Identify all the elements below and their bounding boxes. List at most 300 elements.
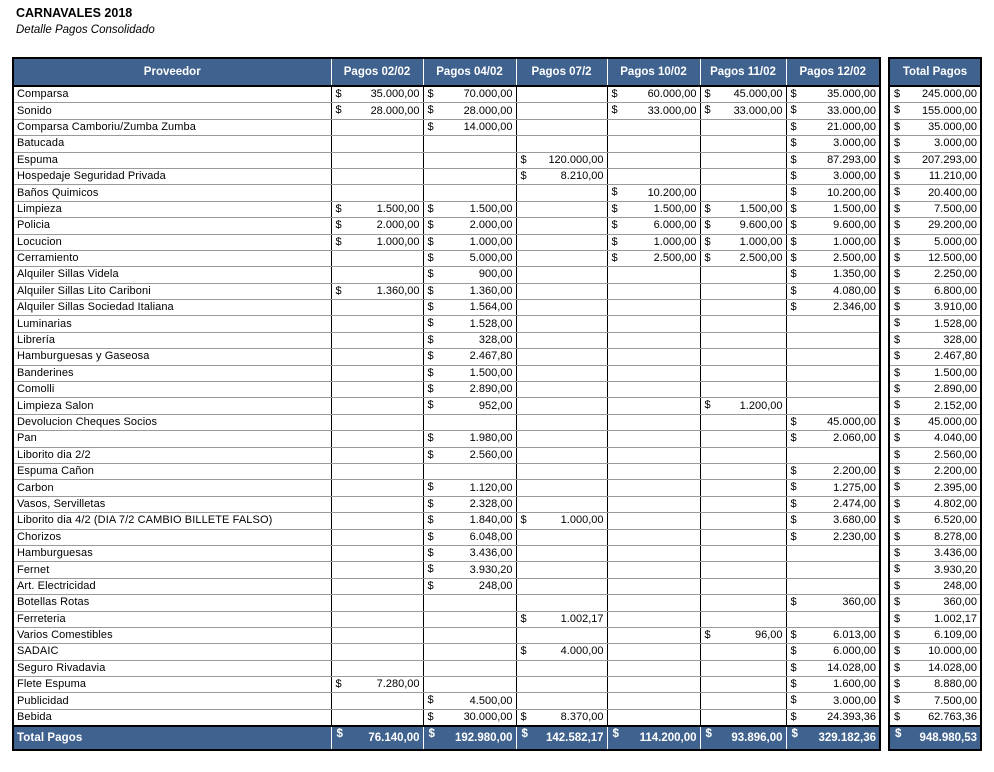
amount-cell[interactable]: $ 60.000,00 <box>607 86 700 103</box>
total-amount-cell[interactable]: $ 245.000,00 <box>889 86 981 103</box>
amount-cell[interactable] <box>516 365 607 381</box>
amount-cell[interactable] <box>700 562 786 578</box>
amount-cell[interactable] <box>423 168 516 184</box>
amount-cell[interactable] <box>331 185 423 201</box>
provider-cell[interactable]: Hamburguesas <box>13 545 331 561</box>
amount-cell[interactable]: $ 2.500,00 <box>786 250 880 266</box>
amount-cell[interactable] <box>423 627 516 643</box>
amount-cell[interactable]: $ 2.467,80 <box>423 349 516 365</box>
amount-cell[interactable]: $ 1.000,00 <box>331 234 423 250</box>
amount-cell[interactable]: $ 87.293,00 <box>786 152 880 168</box>
amount-cell[interactable]: $ 1.840,00 <box>423 513 516 529</box>
total-amount-cell[interactable]: $ 5.000,00 <box>889 234 981 250</box>
total-amount-cell[interactable]: $ 11.210,00 <box>889 168 981 184</box>
amount-cell[interactable] <box>516 529 607 545</box>
amount-cell[interactable] <box>516 693 607 709</box>
amount-cell[interactable] <box>516 627 607 643</box>
amount-cell[interactable] <box>700 709 786 726</box>
amount-cell[interactable]: $ 2.500,00 <box>607 250 700 266</box>
amount-cell[interactable] <box>700 152 786 168</box>
total-amount-cell[interactable]: $ 1.002,17 <box>889 611 981 627</box>
amount-cell[interactable] <box>516 316 607 332</box>
amount-cell[interactable] <box>700 693 786 709</box>
amount-cell[interactable]: $ 6.013,00 <box>786 627 880 643</box>
amount-cell[interactable] <box>786 365 880 381</box>
amount-cell[interactable]: $ 6.000,00 <box>607 218 700 234</box>
amount-cell[interactable] <box>331 611 423 627</box>
amount-cell[interactable] <box>607 431 700 447</box>
amount-cell[interactable] <box>786 332 880 348</box>
header-pagos-07-2[interactable]: Pagos 07/2 <box>516 58 607 86</box>
provider-cell[interactable]: Alquiler Sillas Sociedad Italiana <box>13 300 331 316</box>
amount-cell[interactable]: $ 14.000,00 <box>423 119 516 135</box>
amount-cell[interactable]: $ 10.200,00 <box>607 185 700 201</box>
amount-cell[interactable] <box>331 250 423 266</box>
amount-cell[interactable] <box>331 398 423 414</box>
amount-cell[interactable]: $ 1.500,00 <box>331 201 423 217</box>
amount-cell[interactable]: $ 1.500,00 <box>423 201 516 217</box>
amount-cell[interactable]: $ 6.000,00 <box>786 644 880 660</box>
amount-cell[interactable] <box>607 513 700 529</box>
provider-cell[interactable]: Pan <box>13 431 331 447</box>
amount-cell[interactable] <box>700 611 786 627</box>
amount-cell[interactable] <box>607 644 700 660</box>
amount-cell[interactable]: $ 3.930,20 <box>423 562 516 578</box>
amount-cell[interactable] <box>516 86 607 103</box>
amount-cell[interactable] <box>607 529 700 545</box>
total-amount-cell[interactable]: $ 3.930,20 <box>889 562 981 578</box>
amount-cell[interactable] <box>700 414 786 430</box>
amount-cell[interactable] <box>516 463 607 479</box>
amount-cell[interactable] <box>331 447 423 463</box>
amount-cell[interactable] <box>607 267 700 283</box>
amount-cell[interactable] <box>607 316 700 332</box>
amount-cell[interactable]: $ 45.000,00 <box>700 86 786 103</box>
amount-cell[interactable] <box>516 218 607 234</box>
provider-cell[interactable]: Art. Electricidad <box>13 578 331 594</box>
amount-cell[interactable]: $ 1.500,00 <box>423 365 516 381</box>
amount-cell[interactable] <box>331 414 423 430</box>
amount-cell[interactable]: $ 2.060,00 <box>786 431 880 447</box>
amount-cell[interactable] <box>700 136 786 152</box>
amount-cell[interactable] <box>700 496 786 512</box>
amount-cell[interactable]: $ 2.560,00 <box>423 447 516 463</box>
amount-cell[interactable]: $ 2.890,00 <box>423 382 516 398</box>
column-total-cell[interactable]: $ 93.896,00 <box>700 726 786 750</box>
amount-cell[interactable] <box>423 185 516 201</box>
amount-cell[interactable] <box>607 382 700 398</box>
total-amount-cell[interactable]: $ 62.763,36 <box>889 709 981 726</box>
amount-cell[interactable]: $ 900,00 <box>423 267 516 283</box>
total-amount-cell[interactable]: $ 1.500,00 <box>889 365 981 381</box>
amount-cell[interactable] <box>607 136 700 152</box>
amount-cell[interactable]: $ 33.000,00 <box>786 103 880 119</box>
amount-cell[interactable] <box>700 316 786 332</box>
amount-cell[interactable] <box>516 414 607 430</box>
amount-cell[interactable] <box>423 595 516 611</box>
amount-cell[interactable] <box>516 447 607 463</box>
total-amount-cell[interactable]: $ 6.800,00 <box>889 283 981 299</box>
total-amount-cell[interactable]: $ 12.500,00 <box>889 250 981 266</box>
amount-cell[interactable] <box>700 119 786 135</box>
amount-cell[interactable] <box>331 578 423 594</box>
amount-cell[interactable] <box>331 332 423 348</box>
amount-cell[interactable] <box>516 267 607 283</box>
amount-cell[interactable] <box>516 136 607 152</box>
amount-cell[interactable]: $ 248,00 <box>423 578 516 594</box>
amount-cell[interactable] <box>331 709 423 726</box>
amount-cell[interactable] <box>607 349 700 365</box>
total-amount-cell[interactable]: $ 45.000,00 <box>889 414 981 430</box>
provider-cell[interactable]: Banderines <box>13 365 331 381</box>
amount-cell[interactable] <box>607 627 700 643</box>
total-amount-cell[interactable]: $ 2.250,00 <box>889 267 981 283</box>
amount-cell[interactable] <box>423 644 516 660</box>
amount-cell[interactable] <box>516 562 607 578</box>
amount-cell[interactable] <box>423 152 516 168</box>
amount-cell[interactable] <box>607 709 700 726</box>
total-amount-cell[interactable]: $ 155.000,00 <box>889 103 981 119</box>
amount-cell[interactable] <box>700 185 786 201</box>
amount-cell[interactable]: $ 7.280,00 <box>331 677 423 693</box>
provider-cell[interactable]: Seguro Rivadavia <box>13 660 331 676</box>
amount-cell[interactable]: $ 2.200,00 <box>786 463 880 479</box>
amount-cell[interactable] <box>423 414 516 430</box>
amount-cell[interactable] <box>516 431 607 447</box>
amount-cell[interactable] <box>700 168 786 184</box>
amount-cell[interactable] <box>607 545 700 561</box>
amount-cell[interactable] <box>331 496 423 512</box>
amount-cell[interactable]: $ 1.120,00 <box>423 480 516 496</box>
column-total-cell[interactable]: $ 329.182,36 <box>786 726 880 750</box>
amount-cell[interactable]: $ 2.000,00 <box>423 218 516 234</box>
amount-cell[interactable] <box>331 382 423 398</box>
amount-cell[interactable]: $ 3.000,00 <box>786 136 880 152</box>
amount-cell[interactable] <box>331 431 423 447</box>
amount-cell[interactable]: $ 10.200,00 <box>786 185 880 201</box>
provider-cell[interactable]: Flete Espuma <box>13 677 331 693</box>
provider-cell[interactable]: Vasos, Servilletas <box>13 496 331 512</box>
provider-cell[interactable]: Espuma <box>13 152 331 168</box>
amount-cell[interactable] <box>331 545 423 561</box>
amount-cell[interactable]: $ 1.275,00 <box>786 480 880 496</box>
amount-cell[interactable]: $ 33.000,00 <box>607 103 700 119</box>
amount-cell[interactable]: $ 1.200,00 <box>700 398 786 414</box>
amount-cell[interactable]: $ 1.528,00 <box>423 316 516 332</box>
provider-cell[interactable]: SADAIC <box>13 644 331 660</box>
amount-cell[interactable] <box>331 119 423 135</box>
amount-cell[interactable]: $ 1.564,00 <box>423 300 516 316</box>
amount-cell[interactable] <box>607 595 700 611</box>
amount-cell[interactable]: $ 9.600,00 <box>700 218 786 234</box>
amount-cell[interactable]: $ 4.500,00 <box>423 693 516 709</box>
amount-cell[interactable] <box>607 168 700 184</box>
amount-cell[interactable] <box>607 414 700 430</box>
amount-cell[interactable] <box>331 693 423 709</box>
amount-cell[interactable] <box>331 480 423 496</box>
amount-cell[interactable] <box>516 349 607 365</box>
amount-cell[interactable] <box>786 578 880 594</box>
total-amount-cell[interactable]: $ 7.500,00 <box>889 201 981 217</box>
amount-cell[interactable] <box>516 595 607 611</box>
total-amount-cell[interactable]: $ 2.200,00 <box>889 463 981 479</box>
amount-cell[interactable] <box>700 349 786 365</box>
provider-cell[interactable]: Ferreteria <box>13 611 331 627</box>
amount-cell[interactable] <box>607 447 700 463</box>
amount-cell[interactable] <box>700 332 786 348</box>
amount-cell[interactable] <box>607 300 700 316</box>
provider-cell[interactable]: Alquiler Sillas Lito Cariboni <box>13 283 331 299</box>
amount-cell[interactable] <box>516 234 607 250</box>
amount-cell[interactable] <box>607 332 700 348</box>
amount-cell[interactable]: $ 952,00 <box>423 398 516 414</box>
amount-cell[interactable] <box>786 382 880 398</box>
total-amount-cell[interactable]: $ 4.040,00 <box>889 431 981 447</box>
provider-cell[interactable]: Librería <box>13 332 331 348</box>
amount-cell[interactable] <box>516 201 607 217</box>
amount-cell[interactable] <box>786 316 880 332</box>
amount-cell[interactable] <box>607 660 700 676</box>
amount-cell[interactable] <box>331 627 423 643</box>
total-amount-cell[interactable]: $ 8.880,00 <box>889 677 981 693</box>
amount-cell[interactable]: $ 4.080,00 <box>786 283 880 299</box>
total-amount-cell[interactable]: $ 2.467,80 <box>889 349 981 365</box>
total-amount-cell[interactable]: $ 10.000,00 <box>889 644 981 660</box>
amount-cell[interactable] <box>423 677 516 693</box>
provider-cell[interactable]: Luminarias <box>13 316 331 332</box>
amount-cell[interactable] <box>607 119 700 135</box>
total-amount-cell[interactable]: $ 3.436,00 <box>889 545 981 561</box>
amount-cell[interactable]: $ 4.000,00 <box>516 644 607 660</box>
amount-cell[interactable] <box>331 267 423 283</box>
amount-cell[interactable] <box>516 480 607 496</box>
amount-cell[interactable]: $ 28.000,00 <box>331 103 423 119</box>
amount-cell[interactable] <box>516 398 607 414</box>
provider-cell[interactable]: Varios Comestibles <box>13 627 331 643</box>
provider-cell[interactable]: Comparsa Camboriu/Zumba Zumba <box>13 119 331 135</box>
amount-cell[interactable] <box>700 545 786 561</box>
provider-cell[interactable]: Publicidad <box>13 693 331 709</box>
column-total-cell[interactable]: $ 142.582,17 <box>516 726 607 750</box>
total-amount-cell[interactable]: $ 29.200,00 <box>889 218 981 234</box>
amount-cell[interactable] <box>516 660 607 676</box>
provider-cell[interactable]: Chorizos <box>13 529 331 545</box>
total-amount-cell[interactable]: $ 3.910,00 <box>889 300 981 316</box>
grand-total-cell[interactable]: $ 948.980,53 <box>889 726 981 750</box>
total-amount-cell[interactable]: $ 2.152,00 <box>889 398 981 414</box>
column-total-cell[interactable]: $ 192.980,00 <box>423 726 516 750</box>
amount-cell[interactable] <box>516 382 607 398</box>
amount-cell[interactable]: $ 2.474,00 <box>786 496 880 512</box>
amount-cell[interactable]: $ 1.500,00 <box>700 201 786 217</box>
amount-cell[interactable] <box>516 545 607 561</box>
amount-cell[interactable]: $ 8.210,00 <box>516 168 607 184</box>
total-amount-cell[interactable]: $ 2.395,00 <box>889 480 981 496</box>
total-amount-cell[interactable]: $ 35.000,00 <box>889 119 981 135</box>
amount-cell[interactable] <box>700 480 786 496</box>
amount-cell[interactable] <box>607 578 700 594</box>
amount-cell[interactable] <box>607 283 700 299</box>
provider-cell[interactable]: Comparsa <box>13 86 331 103</box>
amount-cell[interactable] <box>331 644 423 660</box>
amount-cell[interactable]: $ 28.000,00 <box>423 103 516 119</box>
amount-cell[interactable]: $ 1.000,00 <box>516 513 607 529</box>
amount-cell[interactable] <box>700 578 786 594</box>
amount-cell[interactable] <box>607 398 700 414</box>
amount-cell[interactable] <box>607 152 700 168</box>
amount-cell[interactable] <box>786 562 880 578</box>
total-amount-cell[interactable]: $ 207.293,00 <box>889 152 981 168</box>
amount-cell[interactable]: $ 35.000,00 <box>786 86 880 103</box>
provider-cell[interactable]: Limpieza <box>13 201 331 217</box>
amount-cell[interactable] <box>331 300 423 316</box>
amount-cell[interactable]: $ 6.048,00 <box>423 529 516 545</box>
amount-cell[interactable]: $ 1.000,00 <box>423 234 516 250</box>
amount-cell[interactable] <box>700 644 786 660</box>
header-total-pagos[interactable]: Total Pagos <box>889 58 981 86</box>
amount-cell[interactable] <box>607 677 700 693</box>
provider-cell[interactable]: Fernet <box>13 562 331 578</box>
header-pagos-10-02[interactable]: Pagos 10/02 <box>607 58 700 86</box>
header-pagos-11-02[interactable]: Pagos 11/02 <box>700 58 786 86</box>
amount-cell[interactable] <box>516 677 607 693</box>
amount-cell[interactable]: $ 2.346,00 <box>786 300 880 316</box>
total-amount-cell[interactable]: $ 1.528,00 <box>889 316 981 332</box>
amount-cell[interactable] <box>516 185 607 201</box>
amount-cell[interactable]: $ 360,00 <box>786 595 880 611</box>
header-pagos-02-02[interactable]: Pagos 02/02 <box>331 58 423 86</box>
provider-cell[interactable]: Hamburguesas y Gaseosa <box>13 349 331 365</box>
amount-cell[interactable]: $ 2.000,00 <box>331 218 423 234</box>
amount-cell[interactable] <box>331 136 423 152</box>
amount-cell[interactable]: $ 5.000,00 <box>423 250 516 266</box>
amount-cell[interactable]: $ 2.500,00 <box>700 250 786 266</box>
amount-cell[interactable] <box>516 496 607 512</box>
amount-cell[interactable]: $ 14.028,00 <box>786 660 880 676</box>
amount-cell[interactable] <box>331 513 423 529</box>
amount-cell[interactable] <box>331 168 423 184</box>
amount-cell[interactable] <box>607 496 700 512</box>
amount-cell[interactable]: $ 3.000,00 <box>786 693 880 709</box>
provider-cell[interactable]: Hospedaje Seguridad Privada <box>13 168 331 184</box>
amount-cell[interactable]: $ 9.600,00 <box>786 218 880 234</box>
amount-cell[interactable] <box>700 382 786 398</box>
amount-cell[interactable] <box>607 611 700 627</box>
amount-cell[interactable] <box>331 660 423 676</box>
amount-cell[interactable] <box>516 578 607 594</box>
amount-cell[interactable] <box>786 611 880 627</box>
amount-cell[interactable]: $ 1.360,00 <box>331 283 423 299</box>
total-amount-cell[interactable]: $ 2.560,00 <box>889 447 981 463</box>
amount-cell[interactable] <box>516 300 607 316</box>
amount-cell[interactable]: $ 2.328,00 <box>423 496 516 512</box>
amount-cell[interactable] <box>516 332 607 348</box>
amount-cell[interactable] <box>607 693 700 709</box>
amount-cell[interactable] <box>786 398 880 414</box>
amount-cell[interactable] <box>331 463 423 479</box>
amount-cell[interactable]: $ 1.000,00 <box>786 234 880 250</box>
amount-cell[interactable] <box>516 103 607 119</box>
amount-cell[interactable] <box>516 283 607 299</box>
total-amount-cell[interactable]: $ 2.890,00 <box>889 382 981 398</box>
provider-cell[interactable]: Liborito dia 4/2 (DIA 7/2 CAMBIO BILLETE FALSO) <box>13 513 331 529</box>
total-amount-cell[interactable]: $ 6.520,00 <box>889 513 981 529</box>
amount-cell[interactable]: $ 21.000,00 <box>786 119 880 135</box>
amount-cell[interactable] <box>331 152 423 168</box>
amount-cell[interactable] <box>700 529 786 545</box>
amount-cell[interactable]: $ 120.000,00 <box>516 152 607 168</box>
amount-cell[interactable] <box>331 562 423 578</box>
provider-cell[interactable]: Comolli <box>13 382 331 398</box>
amount-cell[interactable]: $ 1.600,00 <box>786 677 880 693</box>
amount-cell[interactable] <box>607 562 700 578</box>
amount-cell[interactable]: $ 70.000,00 <box>423 86 516 103</box>
total-amount-cell[interactable]: $ 4.802,00 <box>889 496 981 512</box>
amount-cell[interactable] <box>700 431 786 447</box>
amount-cell[interactable] <box>700 463 786 479</box>
amount-cell[interactable]: $ 3.680,00 <box>786 513 880 529</box>
provider-cell[interactable]: Limpieza Salon <box>13 398 331 414</box>
amount-cell[interactable] <box>331 349 423 365</box>
header-proveedor[interactable]: Proveedor <box>13 58 331 86</box>
amount-cell[interactable] <box>331 365 423 381</box>
provider-cell[interactable]: Espuma Cañon <box>13 463 331 479</box>
amount-cell[interactable]: $ 3.436,00 <box>423 545 516 561</box>
amount-cell[interactable]: $ 35.000,00 <box>331 86 423 103</box>
total-amount-cell[interactable]: $ 8.278,00 <box>889 529 981 545</box>
provider-cell[interactable]: Liborito dia 2/2 <box>13 447 331 463</box>
provider-cell[interactable]: Cerramiento <box>13 250 331 266</box>
provider-cell[interactable]: Baños Quimicos <box>13 185 331 201</box>
amount-cell[interactable]: $ 33.000,00 <box>700 103 786 119</box>
total-amount-cell[interactable]: $ 360,00 <box>889 595 981 611</box>
amount-cell[interactable] <box>786 349 880 365</box>
amount-cell[interactable] <box>700 513 786 529</box>
amount-cell[interactable] <box>516 119 607 135</box>
amount-cell[interactable] <box>423 611 516 627</box>
amount-cell[interactable] <box>700 447 786 463</box>
amount-cell[interactable] <box>423 463 516 479</box>
total-amount-cell[interactable]: $ 248,00 <box>889 578 981 594</box>
amount-cell[interactable] <box>423 660 516 676</box>
provider-cell[interactable]: Carbon <box>13 480 331 496</box>
amount-cell[interactable] <box>516 250 607 266</box>
amount-cell[interactable] <box>700 365 786 381</box>
total-amount-cell[interactable]: $ 20.400,00 <box>889 185 981 201</box>
amount-cell[interactable] <box>700 283 786 299</box>
total-amount-cell[interactable]: $ 3.000,00 <box>889 136 981 152</box>
amount-cell[interactable]: $ 1.000,00 <box>700 234 786 250</box>
provider-cell[interactable]: Policia <box>13 218 331 234</box>
provider-cell[interactable]: Devolucion Cheques Socios <box>13 414 331 430</box>
amount-cell[interactable] <box>700 660 786 676</box>
amount-cell[interactable] <box>607 480 700 496</box>
provider-cell[interactable]: Bebida <box>13 709 331 726</box>
provider-cell[interactable]: Alquiler Sillas Videla <box>13 267 331 283</box>
column-total-cell[interactable]: $ 114.200,00 <box>607 726 700 750</box>
amount-cell[interactable] <box>786 545 880 561</box>
amount-cell[interactable]: $ 1.350,00 <box>786 267 880 283</box>
amount-cell[interactable] <box>331 316 423 332</box>
amount-cell[interactable]: $ 1.002,17 <box>516 611 607 627</box>
provider-cell[interactable]: Batucada <box>13 136 331 152</box>
amount-cell[interactable] <box>423 136 516 152</box>
amount-cell[interactable] <box>331 529 423 545</box>
amount-cell[interactable]: $ 1.500,00 <box>786 201 880 217</box>
amount-cell[interactable] <box>607 463 700 479</box>
header-pagos-04-02[interactable]: Pagos 04/02 <box>423 58 516 86</box>
amount-cell[interactable] <box>607 365 700 381</box>
